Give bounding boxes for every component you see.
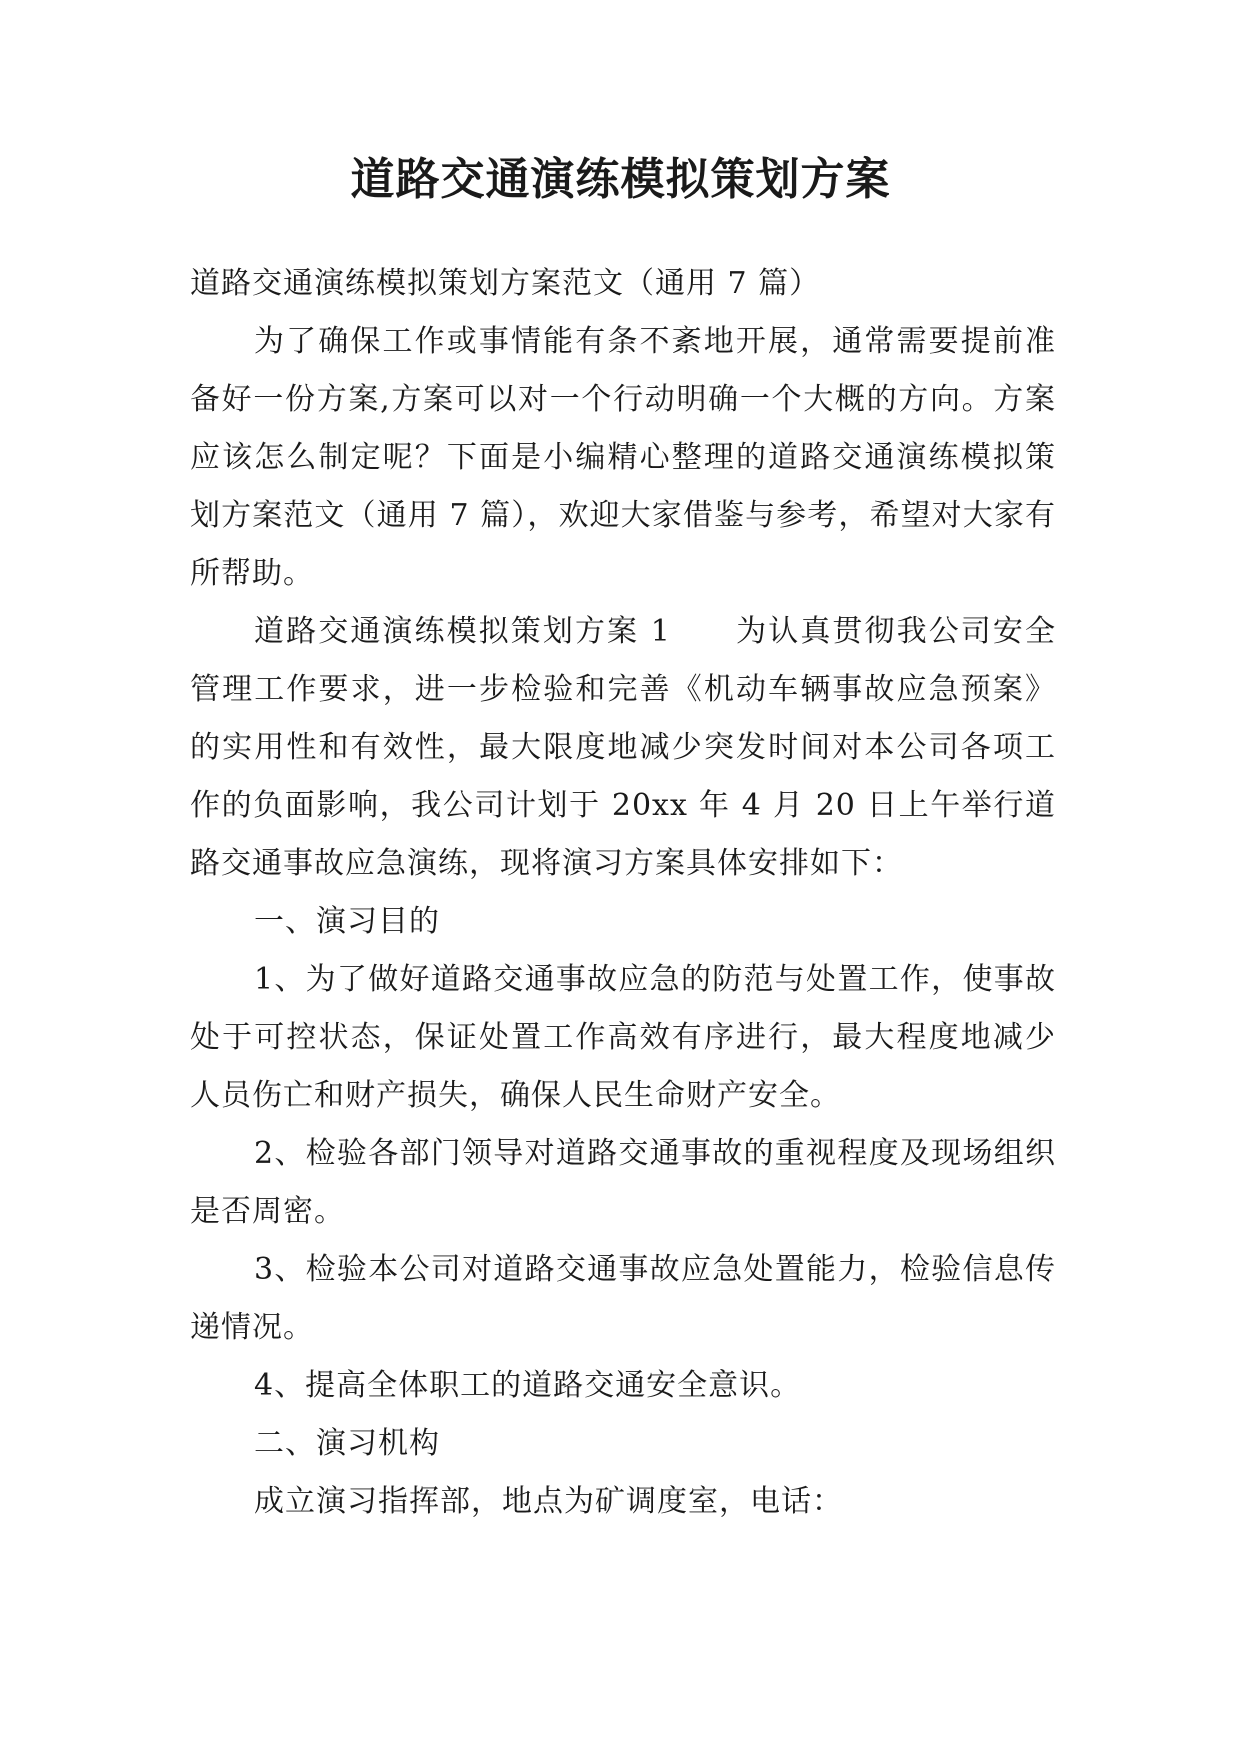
document-title: 道路交通演练模拟策划方案 [350, 154, 891, 205]
list-item-purpose-4: 4、提高全体职工的道路交通安全意识。 [254, 1368, 802, 1403]
section-heading-organization: 二、演习机构 [254, 1426, 440, 1461]
document-subtitle: 道路交通演练模拟策划方案范文（通用 7 篇） [190, 266, 821, 301]
section-heading-purpose: 一、演习目的 [254, 904, 440, 939]
paragraph-plan-1: 道路交通演练模拟策划方案 1 为认真贯彻我公司安全管理工作要求，进一步检验和完善《机动车辆事故应急预案》的实用性和有效性，最大限度地减少突发时间对本公司各项工作的负面影响，我公司计划于 20xx 年 4 月 20 日上午举行道路交通事故应急演练，现将演习方案具体安排如下： [190, 614, 1056, 881]
list-item-purpose-2: 2、检验各部门领导对道路交通事故的重视程度及现场组织是否周密。 [190, 1136, 1056, 1229]
paragraph-intro: 为了确保工作或事情能有条不紊地开展，通常需要提前准备好一份方案,方案可以对一个行动明确一个大概的方向。方案应该怎么制定呢？下面是小编精心整理的道路交通演练模拟策划方案范文（通用 7 篇），欢迎大家借鉴与参考，希望对大家有所帮助。 [190, 324, 1056, 591]
paragraph-organization: 成立演习指挥部，地点为矿调度室，电话： [254, 1484, 843, 1519]
document-body [190, 255, 1056, 1531]
list-item-purpose-1: 1、为了做好道路交通事故应急的防范与处置工作，使事故处于可控状态，保证处置工作高效有序进行，最大程度地减少人员伤亡和财产损失，确保人民生命财产安全。 [190, 962, 1056, 1113]
list-item-purpose-3: 3、检验本公司对道路交通事故应急处置能力，检验信息传递情况。 [190, 1252, 1056, 1345]
